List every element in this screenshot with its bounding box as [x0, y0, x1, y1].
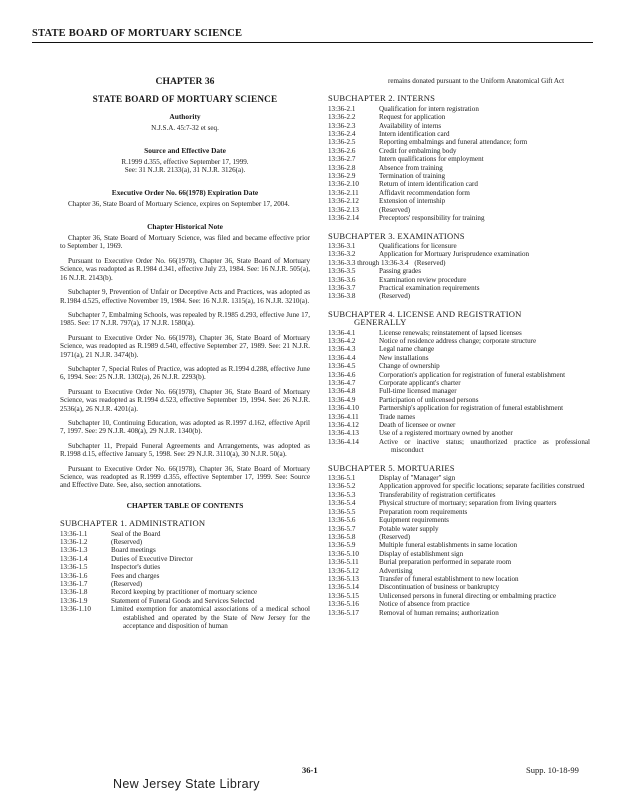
toc-entry [328, 609, 590, 617]
toc-section-number: 13:36-5.6 [328, 516, 356, 525]
toc-section-number: 13:36-5.16 [328, 600, 359, 609]
history-paragraph: Subchapter 7, Special Rules of Practice, was adopted as R.1994 d.288, effective June 6, 1994. See: 25 N.J.R. 1302(a), 26 N.J.R. 2293(b). [60, 364, 310, 382]
toc-section-number: 13:36-3.6 [328, 275, 356, 284]
expiration-text: Chapter 36, State Board of Mortuary Science, expires on September 17, 2004. [68, 200, 290, 209]
toc-section-title: License renewals; reinstatement of lapsed licenses [379, 328, 522, 337]
library-stamp: New Jersey State Library [113, 777, 260, 791]
toc-entry [328, 164, 590, 172]
toc-section-number: 13:36-1.1 [60, 529, 88, 538]
toc-section-title: Intern identification card [379, 130, 450, 139]
toc-section-number: 13:36-4.10 [328, 404, 359, 413]
history-notes [60, 234, 310, 490]
toc-section-title: Record keeping by practitioner of mortuary science [111, 588, 258, 597]
toc-section-title: Corporation's application for registration of funeral establishment [379, 370, 566, 379]
toc-section-title: Full-time licensed manager [379, 387, 457, 396]
toc-section-title: Availability of interns [379, 121, 442, 130]
chapter-title: STATE BOARD OF MORTUARY SCIENCE [92, 94, 278, 105]
subchapter-5-list [328, 474, 590, 617]
toc-entry [328, 147, 590, 155]
authority-text: N.J.S.A. 45:7-32 et seq. [151, 124, 219, 133]
toc-section-title: Death of licensee or owner [379, 421, 456, 430]
history-paragraph: Subchapter 11, Prepaid Funeral Agreements and Arrangements, was adopted as R.1998 d.15, effective January 5, 1998. See: 29 N.J.R. 3110(a), 30 N.J.R. 50(a). [60, 441, 310, 459]
right-column [328, 77, 590, 617]
toc-section-title: Reporting embalmings and funeral attendance; form [379, 138, 528, 147]
toc-section-number: 13:36-5.17 [328, 608, 359, 617]
toc-entry [328, 516, 590, 524]
toc-section-number: 13:36-2.2 [328, 113, 356, 122]
toc-section-title: Use of a registered mortuary owned by another [379, 429, 513, 438]
toc-section-number: 13:36-5.5 [328, 507, 356, 516]
toc-section-number: 13:36-4.13 [328, 429, 359, 438]
history-heading: Chapter Historical Note [147, 221, 223, 231]
toc-entry [328, 138, 590, 146]
toc-section-number: 13:36-2.9 [328, 172, 356, 181]
toc-section-title: Application approved for specific locations; separate facilities construed [379, 482, 585, 491]
toc-section-title: Statement of Funeral Goods and Services Selected [111, 596, 255, 605]
toc-section-title: Trade names [379, 412, 416, 421]
toc-section-title: Corporate applicant's charter [379, 379, 461, 387]
toc-entry [328, 130, 590, 138]
toc-section-title: Preparation room requirements [379, 507, 468, 516]
toc-entry [328, 482, 590, 490]
toc-entry [328, 413, 590, 421]
history-paragraph: Pursuant to Executive Order No. 66(1978), Chapter 36, State Board of Mortuary Science, was readopted as R.1984 d.341, effective July 23, 1984. See: 16 N.J.R. 505(a), 16 N.J.R. 2143(b). [60, 256, 310, 282]
subchapter-4-list [328, 329, 590, 455]
toc-entry [328, 180, 590, 188]
toc-continuation: remains donated pursuant to the Uniform Anatomical Gift Act [388, 77, 565, 85]
toc-section-number: 13:36-3.7 [328, 283, 356, 292]
toc-section-title: Termination of training [379, 172, 446, 181]
toc-section-title: Extension of internship [379, 197, 446, 206]
source-line-1: R.1999 d.355, effective September 17, 1999. [121, 158, 249, 167]
toc-section-title: Display of "Manager" sign [379, 474, 456, 483]
toc-section-title: Inspector's duties [111, 563, 161, 572]
toc-entry [328, 155, 590, 163]
toc-section-number: 13:36-1.6 [60, 571, 88, 580]
toc-section-number: 13:36-4.2 [328, 336, 356, 345]
toc-section-number: 13:36-4.11 [328, 412, 359, 421]
toc-section-title: Credit for embalming body [379, 146, 457, 155]
toc-entry [328, 214, 590, 222]
toc-section-number: 13:36-4.1 [328, 328, 356, 337]
toc-section-number: 13:36-5.9 [328, 541, 356, 550]
toc-section-number: 13:36-5.2 [328, 482, 356, 491]
toc-entry [328, 567, 590, 575]
toc-entry [328, 206, 590, 214]
toc-section-number: 13:36-2.14 [328, 214, 359, 223]
toc-entry [60, 588, 310, 596]
toc-section-title: (Reserved) [414, 258, 446, 267]
toc-section-number: 13:36-5.4 [328, 499, 356, 508]
subchapter-3-list [328, 242, 590, 301]
toc-section-title: Partnership's application for registration of funeral establishment [379, 404, 564, 413]
toc-entry [328, 592, 590, 600]
history-paragraph: Pursuant to Executive Order No. 66(1978), Chapter 36, State Board of Mortuary Science, was readopted as R.1994 d.523, effective September 19, 1994. See: 26 N.J.R. 2536(a), 26 N.J.R. 4201(a). [60, 387, 310, 413]
toc-entry [60, 538, 310, 546]
toc-section-title: Intern qualifications for employment [379, 155, 484, 164]
toc-section-title: Practical examination requirements [379, 283, 480, 292]
toc-entry [328, 541, 590, 549]
toc-entry [328, 429, 590, 437]
supplement-date: Supp. 10-18-99 [526, 765, 579, 775]
toc-entry [328, 345, 590, 353]
toc-section-title: Unlicensed persons in funeral directing or embalming practice [379, 591, 557, 600]
toc-section-number: 13:36-5.3 [328, 490, 356, 499]
toc-section-title: Change of ownership [379, 362, 440, 371]
toc-entry [328, 122, 590, 130]
toc-section-number: 13:36-5.10 [328, 549, 359, 558]
toc-entry [328, 284, 590, 292]
toc-section-number: 13:36-4.3 [328, 345, 356, 354]
toc-section-number: 13:36-2.7 [328, 155, 356, 164]
toc-section-title: Notice of absence from practice [379, 600, 470, 609]
history-paragraph: Chapter 36, State Board of Mortuary Science, was filed and became effective prior to September 1, 1969. [60, 234, 310, 251]
toc-section-number: 13:36-2.12 [328, 197, 359, 206]
subchapter-4-title: SUBCHAPTER 4. LICENSE AND REGISTRATION [328, 308, 522, 319]
toc-entry [60, 563, 310, 571]
toc-entry [328, 533, 590, 541]
toc-section-title: Passing grades [379, 267, 421, 276]
toc-section-number: 13:36-4.5 [328, 362, 356, 371]
toc-entry [328, 558, 590, 566]
expiration-heading: Executive Order No. 66(1978) Expiration Date [111, 187, 259, 197]
toc-entry [328, 583, 590, 591]
toc-section-number: 13:36-1.3 [60, 546, 88, 555]
history-paragraph: Subchapter 9, Prevention of Unfair or Deceptive Acts and Practices, was adopted as R.1984 d.525, effective November 19, 1984. See: 16 N.J.R. 1315(a), 16 N.J.R. 3210(a). [60, 288, 310, 305]
header-rule [32, 42, 593, 43]
toc-section-number: 13:36-4.9 [328, 395, 356, 404]
toc-section-title: Examination review procedure [379, 275, 467, 284]
toc-entry [60, 580, 310, 588]
toc-section-title: Multiple funeral establishments in same location [379, 541, 518, 550]
history-paragraph: Subchapter 7, Embalming Schools, was repealed by R.1985 d.293, effective June 17, 1985. See: 17 N.J.R. 797(a), 17 N.J.R. 1580(a). [60, 310, 310, 328]
toc-section-title: New installations [379, 353, 429, 362]
toc-section-title: (Reserved) [111, 538, 143, 547]
toc-section-number: 13:36-2.11 [328, 188, 359, 197]
toc-section-title: (Reserved) [379, 532, 411, 541]
toc-section-title: Qualifications for licensure [379, 241, 457, 250]
toc-section-number: 13:36-5.12 [328, 566, 359, 575]
toc-entry [328, 292, 590, 300]
toc-entry [328, 113, 590, 121]
toc-entry [328, 259, 590, 267]
toc-entry [328, 438, 590, 455]
toc-section-title: Discontinuation of business or bankruptcy [379, 583, 500, 592]
toc-entry [328, 491, 590, 499]
toc-entry [328, 337, 590, 345]
toc-section-title: Physical structure of mortuary; separation from living quarters [379, 499, 557, 508]
toc-section-number: 13:36-2.1 [328, 104, 356, 113]
toc-section-title: (Reserved) [379, 205, 411, 214]
toc-section-title: Affidavit recommendation form [379, 188, 470, 197]
toc-section-number: 13:36-5.14 [328, 583, 359, 592]
toc-section-title: Notice of residence address change; corporate structure [379, 336, 537, 345]
toc-entry [328, 197, 590, 205]
toc-section-title: Legal name change [379, 345, 435, 354]
toc-entry [328, 189, 590, 197]
toc-section-title: Duties of Executive Director [111, 554, 193, 563]
toc-section-number: 13:36-5.15 [328, 591, 359, 600]
toc-entry [328, 600, 590, 608]
toc-section-number: 13:36-1.7 [60, 580, 88, 589]
subchapter-3-heading: SUBCHAPTER 3. EXAMINATIONS [328, 230, 465, 241]
toc-entry [328, 575, 590, 583]
page-number: 36-1 [302, 765, 318, 775]
toc-section-number: 13:36-3.2 [328, 250, 356, 259]
toc-section-title: Active or inactive status; unauthorized practice as professional misconduct [379, 437, 590, 455]
toc-section-title: Advertising [379, 566, 413, 575]
subchapter-4-heading [328, 310, 590, 327]
toc-section-number: 13:36-4.14 [328, 437, 359, 446]
toc-section-title: Application for Mortuary Jurisprudence examination [379, 250, 530, 259]
toc-entry [60, 605, 310, 630]
toc-entry [328, 250, 590, 258]
toc-entry [328, 379, 590, 387]
toc-section-title: Request for application [379, 113, 446, 122]
subchapter-2-list [328, 105, 590, 223]
toc-section-number: 13:36-2.4 [328, 130, 356, 139]
toc-section-number: 13:36-2.6 [328, 146, 356, 155]
toc-entry [328, 105, 590, 113]
toc-entry [328, 354, 590, 362]
toc-section-number: 13:36-1.8 [60, 588, 88, 597]
toc-section-number: 13:36-2.5 [328, 138, 356, 147]
running-head: STATE BOARD OF MORTUARY SCIENCE [32, 28, 243, 39]
toc-section-number: 13:36-3.1 [328, 241, 356, 250]
toc-section-title: Removal of human remains; authorization [379, 608, 499, 617]
toc-section-number: 13:36-5.7 [328, 524, 356, 533]
toc-section-title: Potable water supply [379, 524, 439, 533]
toc-entry [328, 242, 590, 250]
toc-entry [60, 555, 310, 563]
toc-entry [328, 396, 590, 404]
toc-section-title: Return of intern identification card [379, 180, 478, 189]
toc-section-number: 13:36-1.10 [60, 605, 91, 614]
toc-entry [328, 525, 590, 533]
toc-section-number: 13:36-1.2 [60, 538, 88, 547]
subchapter-1-heading: SUBCHAPTER 1. ADMINISTRATION [60, 518, 206, 529]
toc-section-title: Participation of unlicensed persons [379, 395, 479, 404]
toc-section-number: 13:36-3.3 through 13:36-3.4 [328, 258, 409, 267]
toc-entry [328, 387, 590, 395]
subchapter-4-title-cont: GENERALLY [354, 317, 407, 328]
toc-entry [328, 371, 590, 379]
toc-section-title: Seal of the Board [111, 529, 161, 538]
source-line-2: See: 31 N.J.R. 2133(a), 31 N.J.R. 3126(a). [124, 166, 246, 175]
toc-section-title: Limited exemption for anatomical associations of a medical school established and operated by the State of New Jersey for the acceptance and disposition of human [111, 605, 310, 631]
toc-entry [328, 421, 590, 429]
subchapter-5-heading: SUBCHAPTER 5. MORTUARIES [328, 462, 455, 473]
toc-section-number: 13:36-4.7 [328, 379, 356, 387]
toc-section-title: (Reserved) [111, 580, 143, 589]
toc-section-number: 13:36-4.12 [328, 421, 359, 430]
toc-entry [60, 597, 310, 605]
toc-section-number: 13:36-5.8 [328, 532, 356, 541]
toc-entry [328, 550, 590, 558]
toc-section-title: Board meetings [111, 546, 156, 555]
toc-section-title: Equipment requirements [379, 516, 449, 525]
toc-section-number: 13:36-2.13 [328, 205, 359, 214]
toc-section-title: Preceptors' responsibility for training [379, 214, 485, 223]
toc-entry [328, 508, 590, 516]
toc-section-number: 13:36-4.8 [328, 387, 356, 396]
toc-section-number: 13:36-1.4 [60, 554, 88, 563]
toc-section-number: 13:36-1.9 [60, 596, 88, 605]
toc-entry [60, 572, 310, 580]
toc-entry [328, 267, 590, 275]
toc-entry [328, 362, 590, 370]
toc-section-number: 13:36-5.13 [328, 574, 359, 583]
toc-section-title: (Reserved) [379, 292, 411, 301]
chapter-number: CHAPTER 36 [155, 76, 215, 87]
left-column [60, 78, 310, 631]
toc-section-title: Transfer of funeral establishment to new location [379, 574, 519, 583]
authority-heading: Authority [169, 111, 201, 121]
toc-section-number: 13:36-5.1 [328, 474, 356, 483]
toc-section-number: 13:36-2.10 [328, 180, 359, 189]
toc-entry [328, 172, 590, 180]
toc-section-title: Absence from training [379, 163, 443, 172]
toc-section-title: Qualification for intern registration [379, 104, 479, 113]
history-paragraph: Pursuant to Executive Order No. 66(1978), Chapter 36, State Board of Mortuary Science, was readopted as R.1989 d.540, effective September 27, 1989. See: 21 N.J.R. 1971(a), 21 N.J.R. 3474(b). [60, 333, 310, 359]
toc-entry [60, 546, 310, 554]
toc-entry [328, 474, 590, 482]
subchapter-2-heading: SUBCHAPTER 2. INTERNS [328, 93, 436, 104]
toc-heading: CHAPTER TABLE OF CONTENTS [126, 500, 244, 510]
toc-section-title: Burial preparation performed in separate room [379, 558, 512, 567]
toc-section-number: 13:36-4.4 [328, 353, 356, 362]
toc-section-number: 13:36-2.8 [328, 163, 356, 172]
history-paragraph: Subchapter 10, Continuing Education, was adopted as R.1997 d.162, effective April 7, 1997. See: 29 N.J.R. 408(a), 29 N.J.R. 1340(b). [60, 418, 310, 436]
toc-section-title: Display of establishment sign [379, 549, 464, 558]
toc-entry [328, 276, 590, 284]
toc-entry [60, 530, 310, 538]
toc-section-number: 13:36-3.8 [328, 292, 356, 301]
subchapter-1-list [60, 530, 310, 631]
toc-section-number: 13:36-4.6 [328, 370, 356, 379]
toc-section-title: Transferability of registration certificates [379, 490, 496, 499]
toc-entry [328, 499, 590, 507]
toc-section-number: 13:36-2.3 [328, 121, 356, 130]
toc-section-number: 13:36-1.5 [60, 563, 88, 572]
history-paragraph: Pursuant to Executive Order No. 66(1978), Chapter 36, State Board of Mortuary Science, was readopted as R.1999 d.355, effective September 17, 1999. See: Source and Effective Date. See, also, section annotations. [60, 464, 310, 490]
toc-section-title: Fees and charges [111, 571, 160, 580]
toc-section-number: 13:36-5.11 [328, 558, 359, 567]
toc-entry [328, 404, 590, 412]
toc-entry [328, 329, 590, 337]
toc-section-number: 13:36-3.5 [328, 267, 356, 276]
source-heading: Source and Effective Date [144, 145, 226, 155]
